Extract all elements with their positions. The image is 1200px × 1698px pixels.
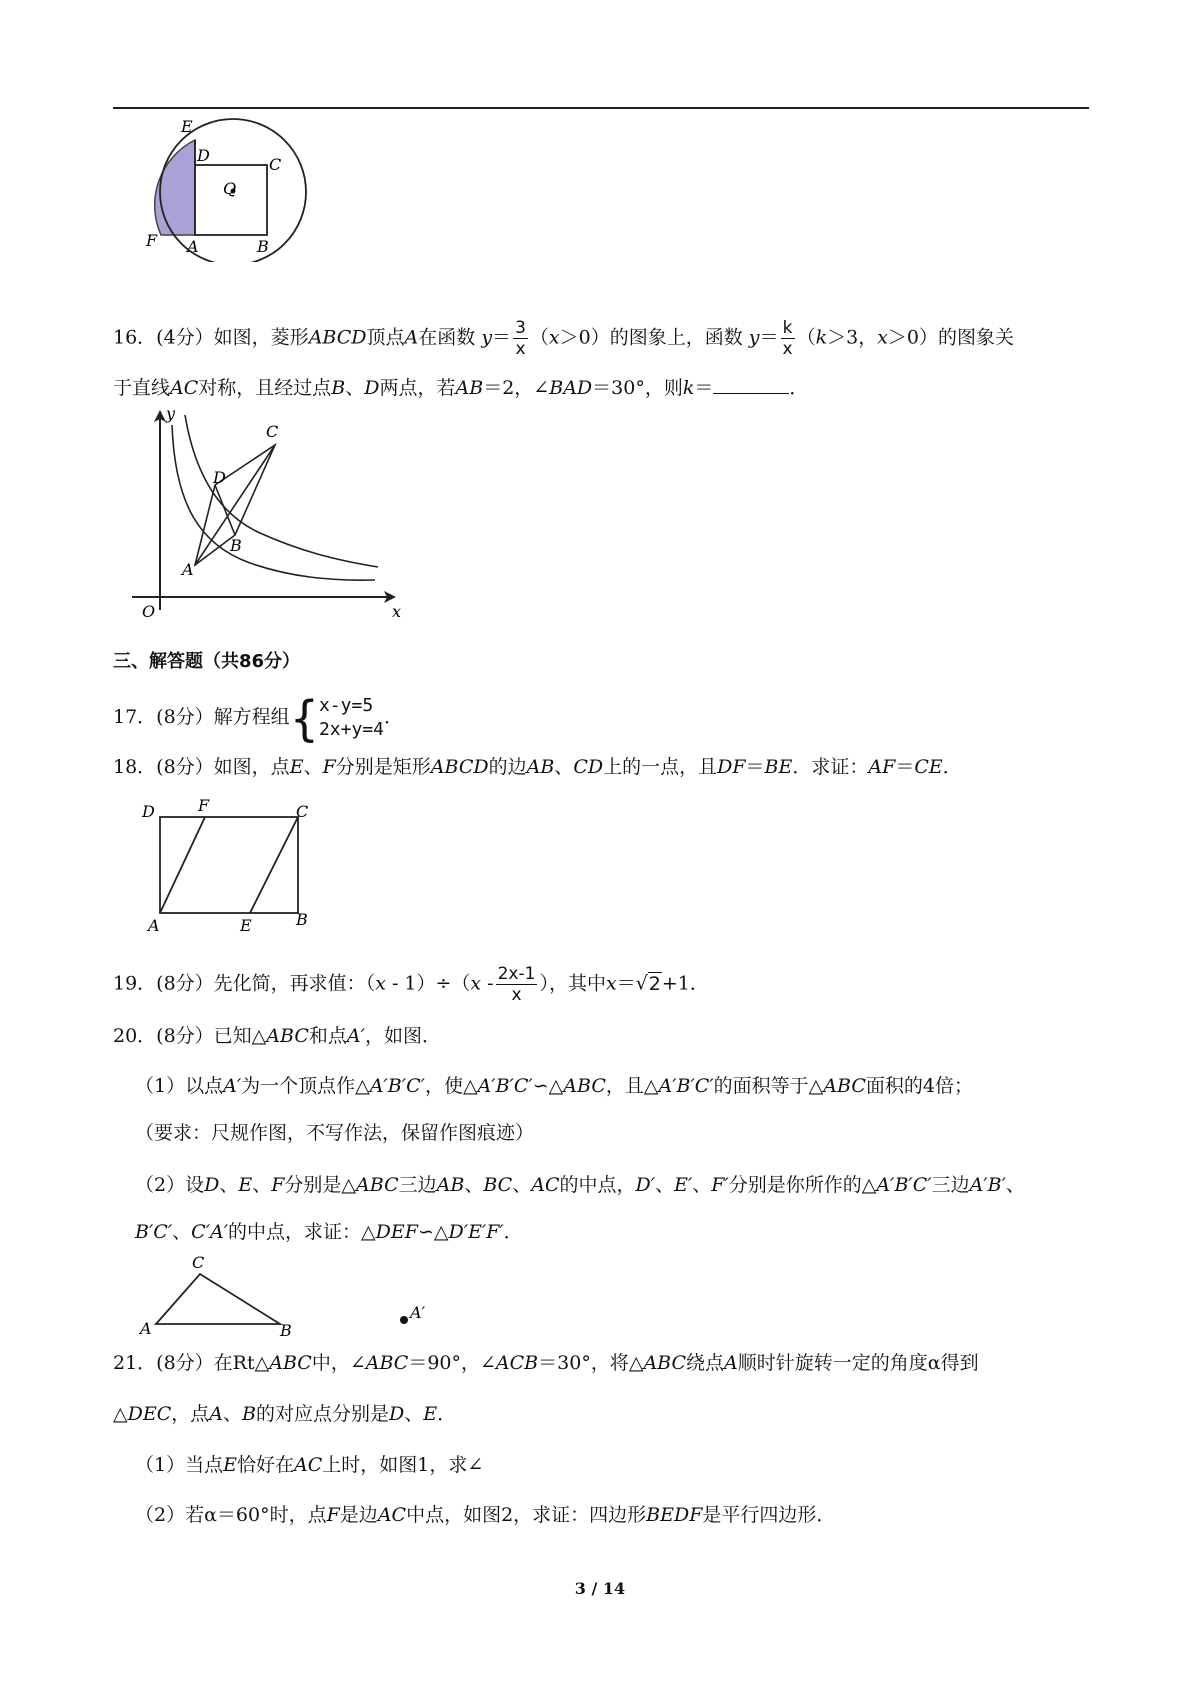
q16-label-a: A — [182, 560, 194, 579]
q18-rectangle-figure — [140, 795, 320, 935]
q18-rectangle — [160, 817, 298, 913]
q16-fraction-k-over-x: $\frac{k}{x}$ — [782, 318, 793, 359]
q20-line1: 20．(8分）已知△ABC和点A′，如图． — [113, 1025, 441, 1047]
q18-label-a: A — [148, 916, 160, 935]
q19-fraction: $\frac{2x-1}{x}$ — [497, 964, 536, 1005]
q15-label-q: Q — [223, 179, 237, 198]
q20-requirement: （要求：尺规作图，不写作法，保留作图痕迹） — [135, 1122, 535, 1144]
q15-label-b: B — [257, 237, 269, 256]
q15-label-a: A — [187, 237, 199, 256]
q16-line1: 16．(4分）如图，菱形ABCD顶点A在函数 y＝ $\frac{3}{x}$ （x＞0）的图象上，函数 y＝ $\frac{k}{x}$ （k＞3，x＞0）的图象关 — [113, 318, 1015, 359]
page-number: 3 / 14 — [574, 1579, 626, 1598]
q16-label-d: D — [213, 468, 226, 487]
q19-line: 19．(8分）先化简，再求值：（x - 1）÷（x - $\frac{2x-1}{x}$ ），其中x＝√2+1． — [113, 964, 709, 1005]
q16-label-o: O — [142, 602, 156, 621]
q18-label-e: E — [240, 916, 252, 935]
q15-square — [195, 165, 267, 235]
q21-line2: △DEC，点A、B的对应点分别是D、E． — [113, 1403, 457, 1425]
q18-label-c: C — [296, 802, 309, 821]
q17-equation-system: { x-y=5 2x+y=4 — [289, 689, 384, 747]
q18-segment-af — [160, 817, 205, 913]
q21-line1: 21．(8分）在Rt△ABC中，∠ABC＝90°，∠ACB＝30°，将△ABC绕点A顺时针旋转一定的角度α得到 — [113, 1352, 979, 1374]
q19-sqrt: √2 — [635, 972, 661, 995]
q15-label-d: D — [197, 146, 210, 165]
q20-part2-line1: （2）设D、E、F分别是△ABC三边AB、BC、AC的中点，D′、E′、F′分别是你所作的△A′B′C′三边A′B′、 — [135, 1174, 1025, 1196]
q21-part1: （1）当点E恰好在AC上时，如图1，求∠ — [135, 1454, 484, 1476]
q16-label-b: B — [230, 536, 242, 555]
q16-label-c: C — [266, 422, 279, 441]
q20-point-a-prime — [400, 1316, 408, 1324]
q16-answer-blank — [713, 375, 789, 394]
q20-triangle-figure — [138, 1250, 468, 1340]
q18-label-b: B — [296, 910, 308, 929]
q15-circle-figure — [145, 112, 320, 262]
q16-label-x: x — [392, 602, 402, 621]
header-rule — [113, 107, 1089, 109]
q20-label-c: C — [192, 1253, 205, 1272]
q20-triangle-abc — [156, 1274, 280, 1324]
q20-label-a-prime: A′ — [410, 1303, 426, 1322]
q20-part2-line2: B′C′、C′A′的中点，求证：△DEF∽△D′E′F′． — [135, 1221, 523, 1243]
q16-fraction-3-over-x: $\frac{3}{x}$ — [515, 318, 526, 359]
q16-line2: 于直线AC对称，且经过点B、D两点，若AB＝2，∠BAD＝30°，则k＝ ． — [113, 377, 809, 399]
q18-line: 18．(8分）如图，点E、F分别是矩形ABCD的边AB、CD上的一点，且DF＝BE．求证：AF＝CE． — [113, 756, 962, 778]
q16-label-y: y — [166, 405, 176, 423]
q20-label-a: A — [140, 1319, 152, 1338]
q20-part1: （1）以点A′为一个顶点作△A′B′C′，使△A′B′C′∽△ABC，且△A′B′C′的面积等于△ABC面积的4倍； — [135, 1075, 973, 1097]
q17-line: 17．(8分）解方程组{ x-y=5 2x+y=4 ． — [113, 689, 404, 747]
q18-label-d: D — [142, 802, 155, 821]
q18-label-f: F — [198, 796, 210, 815]
q15-label-e: E — [181, 117, 193, 136]
q18-segment-ce — [250, 817, 298, 913]
q20-label-b: B — [280, 1321, 292, 1340]
section-three-heading: 三、解答题（共86分） — [113, 651, 301, 672]
q21-part2: （2）若α＝60°时，点F是边AC中点，如图2，求证：四边形BEDF是平行四边形． — [135, 1504, 836, 1526]
q16-hyperbola-figure — [130, 405, 410, 625]
q15-label-f: F — [146, 231, 158, 250]
q15-label-c: C — [269, 155, 282, 174]
